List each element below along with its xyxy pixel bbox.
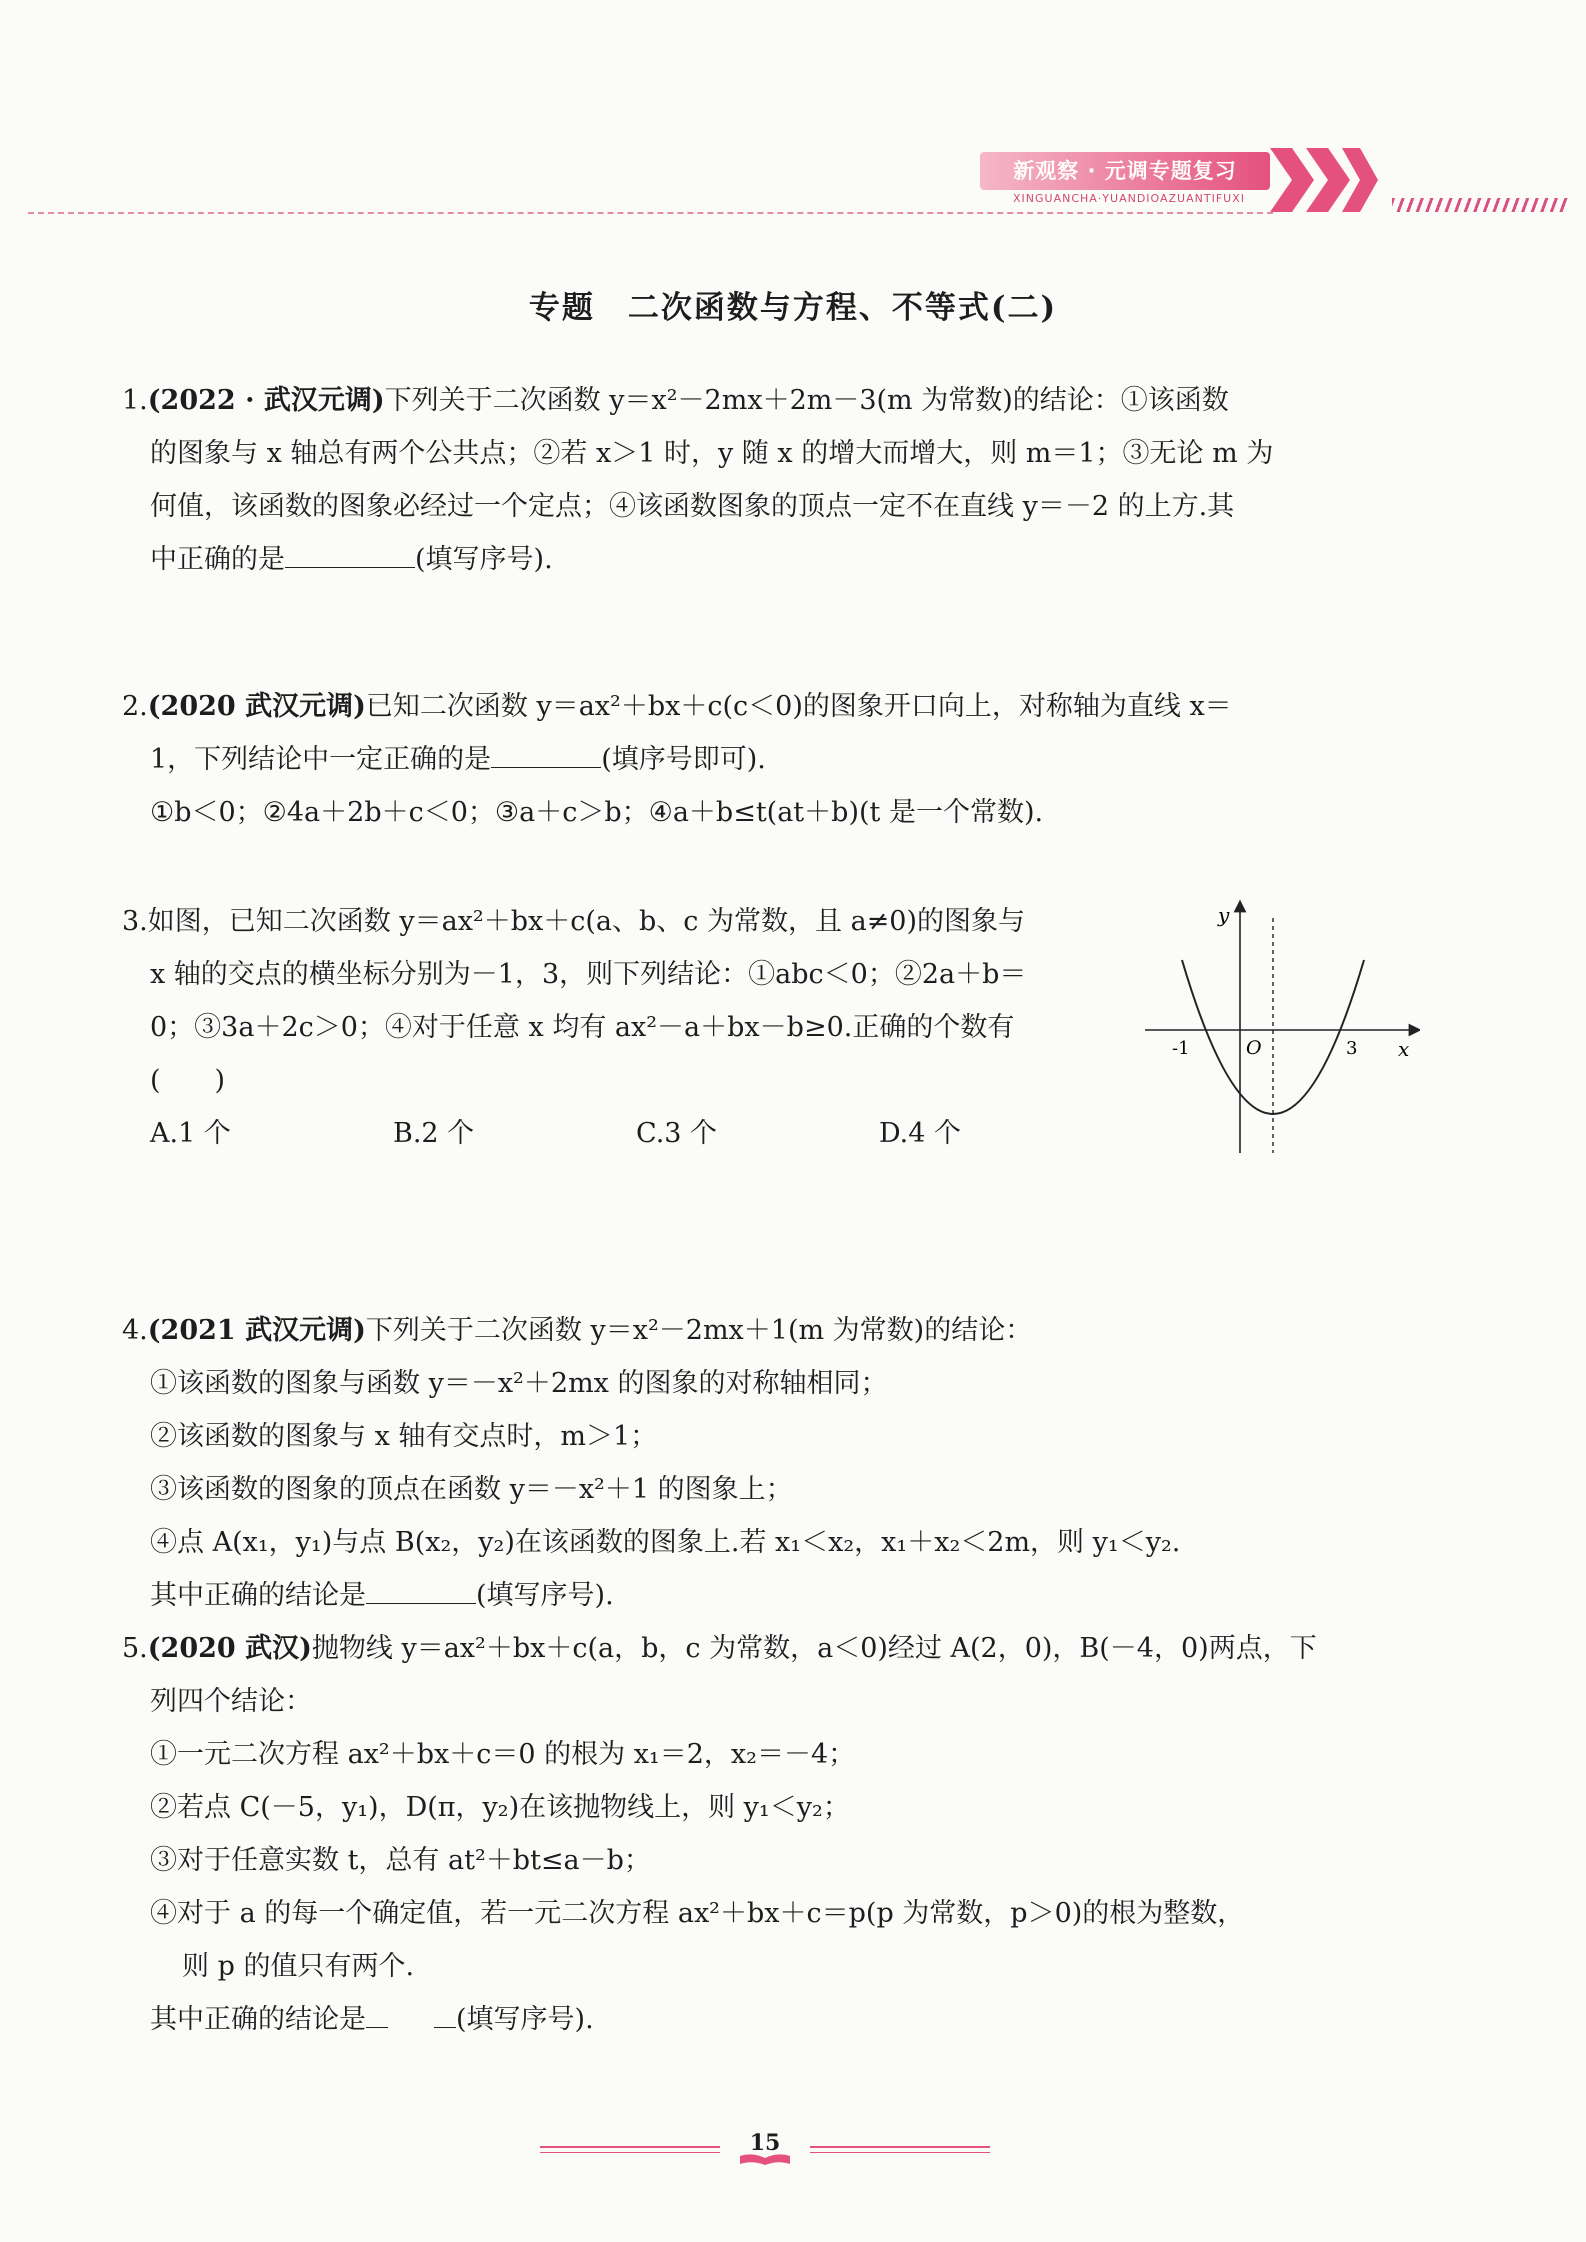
question-source: (2022 · 武汉元调) xyxy=(147,385,385,416)
answer-blank[interactable] xyxy=(285,537,415,568)
question-source: (2020 武汉) xyxy=(147,1633,312,1664)
q2-answer-hint: (填序号即可). xyxy=(601,744,766,775)
answer-blank[interactable] xyxy=(366,1998,456,2028)
graph-y-label: y xyxy=(1218,903,1230,927)
question-number: 2. xyxy=(122,691,148,722)
q5-line-6: ④对于 a 的每一个确定值，若一元二次方程 ax²＋bx＋c＝p(p 为常数，p＞0)的根为整数， xyxy=(150,1898,1245,1929)
q1-answer-hint: (填写序号). xyxy=(415,544,553,575)
graph-x-label: x xyxy=(1398,1037,1410,1061)
q4-line-5: ④点 A(x₁，y₁)与点 B(x₂，y₂)在该函数的图象上.若 x₁＜x₂，x₁＋x₂＜2m，则 y₁＜y₂. xyxy=(150,1527,1181,1558)
question-1 xyxy=(122,374,1412,586)
question-number: 4. xyxy=(122,1315,148,1346)
answer-blank[interactable] xyxy=(366,1573,476,1604)
book-ornament-icon xyxy=(738,2152,792,2166)
q3-line-2: x 轴的交点的横坐标分别为－1，3，则下列结论：①abc＜0；②2a＋b＝ xyxy=(150,959,1027,990)
option-b[interactable]: B.2 个 xyxy=(393,1118,475,1149)
graph-origin-label: O xyxy=(1246,1037,1262,1059)
q5-line-7: 则 p 的值只有两个. xyxy=(182,1951,415,1982)
question-text: 下列关于二次函数 y＝x²－2mx＋1(m 为常数)的结论： xyxy=(365,1315,1033,1346)
q1-line-1 xyxy=(122,374,1412,427)
q3-line-4: ( ) xyxy=(150,1065,226,1096)
q5-line-3: ①一元二次方程 ax²＋bx＋c＝0 的根为 x₁＝2，x₂＝－4； xyxy=(150,1739,856,1770)
question-number: 5. xyxy=(122,1633,148,1664)
q1-line-4 xyxy=(122,533,1412,586)
q2-line-3: ①b＜0；②4a＋2b＋c＜0；③a＋c＞b；④a＋b≤t(at＋b)(t 是一个常数). xyxy=(150,797,1044,828)
q4-line-6 xyxy=(122,1569,1412,1622)
question-source: (2021 武汉元调) xyxy=(147,1315,366,1346)
page-footer xyxy=(540,2128,990,2168)
header-divider xyxy=(28,212,1273,214)
question-2 xyxy=(122,680,1412,839)
q1-line-2: 的图象与 x 轴总有两个公共点；②若 x＞1 时，y 随 x 的增大而增大，则 m＝1；③无论 m 为 xyxy=(150,438,1274,469)
parabola-graph xyxy=(1140,898,1420,1158)
q3-options xyxy=(122,1107,1122,1160)
chevron-arrows-icon xyxy=(1270,148,1390,212)
page-number: 15 xyxy=(749,2130,781,2156)
question-text: 下列关于二次函数 y＝x²－2mx＋2m－3(m 为常数)的结论：①该函数 xyxy=(384,385,1229,416)
q4-line-2: ①该函数的图象与函数 y＝－x²＋2mx 的图象的对称轴相同； xyxy=(150,1368,888,1399)
q5-answer-hint: (填写序号). xyxy=(456,2004,594,2035)
q4-line-1 xyxy=(122,1304,1412,1357)
banner-subtitle: XINGUANCHA·YUANDIOAZUANTIFUXI xyxy=(1012,192,1245,205)
q4-answer-hint: (填写序号). xyxy=(476,1580,614,1611)
page-title: 专题 二次函数与方程、不等式(二) xyxy=(528,290,1058,326)
q2-answer-prompt: 1，下列结论中一定正确的是 xyxy=(150,744,492,775)
option-a[interactable]: A.1 个 xyxy=(150,1118,231,1149)
question-source: (2020 武汉元调) xyxy=(147,691,366,722)
answer-blank[interactable] xyxy=(491,737,601,768)
q4-line-4: ③该函数的图象的顶点在函数 y＝－x²＋1 的图象上； xyxy=(150,1474,793,1505)
question-4 xyxy=(122,1304,1412,1622)
question-5 xyxy=(122,1622,1412,2046)
question-text: 如图，已知二次函数 y＝ax²＋bx＋c(a、b、c 为常数，且 a≠0)的图象与 xyxy=(147,906,1026,937)
q3-line-1 xyxy=(122,895,1122,948)
q1-answer-prompt: 中正确的是 xyxy=(150,544,285,575)
q3-line-3: 0；③3a＋2c＞0；④对于任意 x 均有 ax²－a＋bx－b≥0.正确的个数有 xyxy=(150,1012,1015,1043)
q5-line-5: ③对于任意实数 t，总有 at²＋bt≤a－b； xyxy=(150,1845,651,1876)
q5-answer-prompt: 其中正确的结论是 xyxy=(150,2004,366,2035)
banner-title: 新观察 · 元调专题复习 xyxy=(980,152,1270,190)
q2-line-2 xyxy=(122,733,1412,786)
option-d[interactable]: D.4 个 xyxy=(879,1118,962,1149)
question-3 xyxy=(122,895,1122,1160)
q5-line-8 xyxy=(122,1993,1412,2046)
question-text: 抛物线 y＝ax²＋bx＋c(a，b，c 为常数，a＜0)经过 A(2，0)，B(－4，0)两点，下 xyxy=(311,1633,1317,1664)
q4-answer-prompt: 其中正确的结论是 xyxy=(150,1580,366,1611)
graph-right-root-label: 3 xyxy=(1346,1038,1358,1059)
q5-line-1 xyxy=(122,1622,1412,1675)
question-number: 3. xyxy=(122,906,148,937)
q1-line-3: 何值，该函数的图象必经过一个定点；④该函数图象的顶点一定不在直线 y＝－2 的上方.其 xyxy=(150,491,1235,522)
q5-line-4: ②若点 C(－5，y₁)，D(π，y₂)在该抛物线上，则 y₁＜y₂； xyxy=(150,1792,850,1823)
header-tick-decoration xyxy=(1392,198,1568,212)
question-number: 1. xyxy=(122,385,148,416)
q5-line-2: 列四个结论： xyxy=(150,1686,312,1717)
option-c[interactable]: C.3 个 xyxy=(636,1118,718,1149)
q4-line-3: ②该函数的图象与 x 轴有交点时，m＞1； xyxy=(150,1421,658,1452)
question-text: 已知二次函数 y＝ax²＋bx＋c(c＜0)的图象开口向上，对称轴为直线 x＝ xyxy=(365,691,1232,722)
q2-line-1 xyxy=(122,680,1412,733)
graph-left-root-label: -1 xyxy=(1172,1038,1190,1059)
